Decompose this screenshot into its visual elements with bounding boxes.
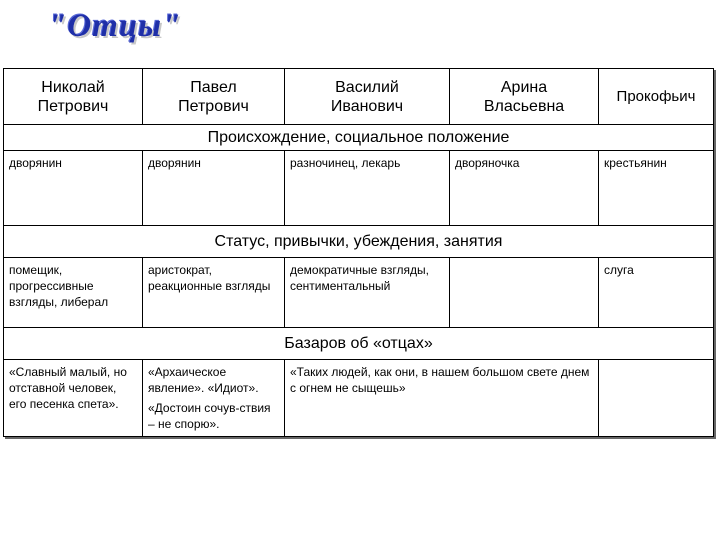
header-pavel: Павел Петрович: [178, 78, 249, 115]
origin-vasily: разночинец, лекарь: [290, 156, 401, 170]
origin-pavel: дворянин: [148, 156, 201, 170]
section-origin: Происхождение, социальное положение: [207, 128, 510, 146]
row-divider: [3, 359, 714, 360]
bazarov-pavel-quote-2: «Достоин сочув-ствия – не спорю».: [148, 401, 271, 431]
origin-prokofich: крестьянин: [604, 156, 667, 170]
bazarov-pavel-quote-1: «Архаическое явление». «Идиот».: [148, 365, 259, 395]
status-nikolai: помещик, прогрессивные взгляды, либерал: [9, 263, 109, 309]
header-vasily: Василий Иванович: [330, 78, 404, 115]
col-divider: [598, 359, 599, 437]
status-pavel: аристократ, реакционные взгляды: [148, 263, 271, 293]
header-arina: Арина Власьевна: [483, 78, 565, 115]
bazarov-vasily: «Таких людей, как они, в нашем большом свете днем с огнем не сыщешь»: [290, 365, 590, 395]
status-arina: [450, 259, 598, 265]
bazarov-pavel: [143, 361, 284, 439]
status-vasily: демократичные взгляды, сентиментальный: [290, 263, 429, 293]
page-title: "Отцы": [48, 8, 182, 44]
col-divider: [449, 257, 450, 327]
bazarov-nikolai: «Славный малый, но отставной человек, его песенка спета».: [9, 365, 127, 411]
row-divider: [3, 257, 714, 258]
section-bazarov: Базаров об «отцах»: [284, 334, 433, 352]
origin-nikolai: дворянин: [9, 156, 62, 170]
origin-arina: дворяночка: [455, 156, 520, 170]
status-prokofich: слуга: [604, 263, 634, 277]
row-divider: [3, 150, 714, 151]
section-status: Статус, привычки, убеждения, занятия: [214, 232, 503, 250]
header-prokofich: Прокофьич: [616, 88, 696, 105]
header-nikolai: Николай Петрович: [37, 78, 109, 115]
